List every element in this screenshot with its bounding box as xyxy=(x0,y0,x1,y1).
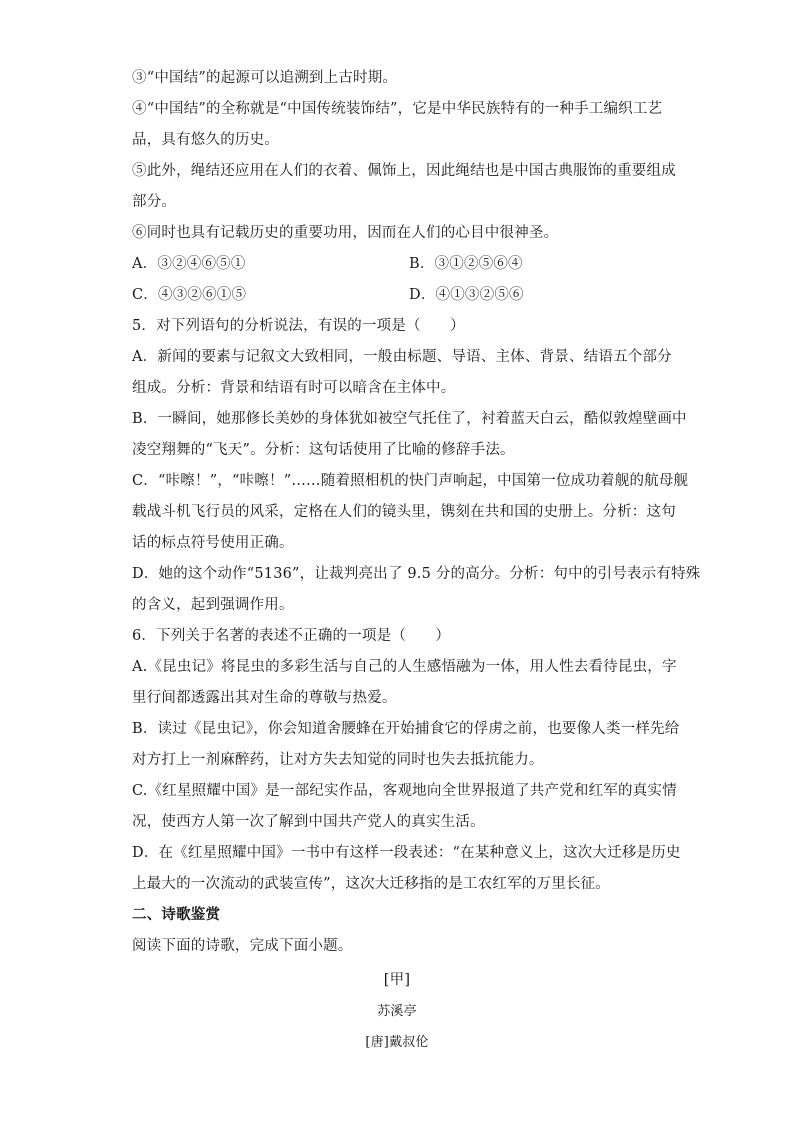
q5-line: 载战斗机飞行员的风采，定格在人们的镜头里，镌刻在共和国的史册上。分析：这句 xyxy=(132,504,676,520)
q5-line: 组成。分析：背景和结语有时可以暗含在主体中。 xyxy=(132,380,456,396)
q5-stem: 5．对下列语句的分析说法，有误的一项是（ ） xyxy=(132,318,465,334)
q6-line: 况，使西方人第一次了解到中国共产党人的真实生活。 xyxy=(132,814,485,830)
q6-line: D．在《红星照耀中国》一书中有这样一段表述：“在某种意义上，这次大迁移是历史 xyxy=(132,845,681,861)
q6-line: 对方打上一剂麻醉药，让对方失去知觉的同时也失去抵抗能力。 xyxy=(132,752,544,768)
q5-line: 凌空翔舞的“飞天”。分析：这句话使用了比喻的修辞手法。 xyxy=(132,442,515,458)
q6-line: A.《昆虫记》将昆虫的多彩生活与自己的人生感悟融为一体，用人性去看待昆虫，字 xyxy=(132,659,677,675)
q5-line: 的含义，起到强调作用。 xyxy=(132,597,294,613)
q6-stem: 6．下列关于名著的表述不正确的一项是（ ） xyxy=(132,628,451,644)
q4-option-d: D．④①③②⑤⑥ xyxy=(409,287,524,303)
q6-line: 上最大的一次流动的武装宣传”，这次大迁移指的是工农红军的万里长征。 xyxy=(132,876,611,892)
q6-line: B．读过《昆虫记》，你会知道舍腰蜂在开始捕食它的俘虏之前，也要像人类一样先给 xyxy=(132,721,680,737)
q5-line: B．一瞬间，她那修长美妙的身体犹如被空气托住了，衬着蓝天白云，酷似敦煌壁画中 xyxy=(132,411,687,427)
q5-line: C．“咔嚓！”，“咔嚓！”……随着照相机的快门声响起，中国第一位成功着舰的航母舰 xyxy=(132,473,689,489)
item-5-line-1: ⑤此外，绳结还应用在人们的衣着、佩饰上，因此绳结也是中国古典服饰的重要组成 xyxy=(132,163,676,179)
poem-author: [唐]戴叔伦 xyxy=(365,1035,429,1050)
q4-option-c: C．④③②⑥①⑤ xyxy=(132,287,247,303)
item-6: ⑥同时也具有记载历史的重要功用，因而在人们的心目中很神圣。 xyxy=(132,225,559,241)
q5-line: D．她的这个动作“5136”，让裁判亮出了 9.5 分的高分。分析：句中的引号表示有特殊 xyxy=(132,566,701,582)
q4-option-a: A．③②④⑥⑤① xyxy=(132,256,246,272)
q5-line: 话的标点符号使用正确。 xyxy=(132,535,294,551)
poem-title: 苏溪亭 xyxy=(377,1004,417,1019)
poem-label: [甲] xyxy=(383,972,411,988)
item-4-line-2: 品，具有悠久的历史。 xyxy=(132,132,279,148)
q4-option-b: B．③①②⑤⑥④ xyxy=(409,256,523,272)
section-instruction: 阅读下面的诗歌，完成下面小题。 xyxy=(132,938,353,954)
item-4-line-1: ④“中国结”的全称就是“中国传统装饰结”，它是中华民族特有的一种手工编织工艺 xyxy=(132,101,663,117)
section-heading: 二、诗歌鉴赏 xyxy=(132,906,221,923)
item-5-line-2: 部分。 xyxy=(132,194,177,210)
q5-line: A．新闻的要素与记叙文大致相同，一般由标题、导语、主体、背景、结语五个部分 xyxy=(132,349,672,365)
q6-line: C.《红星照耀中国》是一部纪实作品，客观地向全世界报道了共产党和红军的真实情 xyxy=(132,783,677,799)
q6-line: 里行间都透露出其对生命的尊敬与热爱。 xyxy=(132,690,397,706)
item-3: ③“中国结”的起源可以追溯到上古时期。 xyxy=(132,70,398,86)
